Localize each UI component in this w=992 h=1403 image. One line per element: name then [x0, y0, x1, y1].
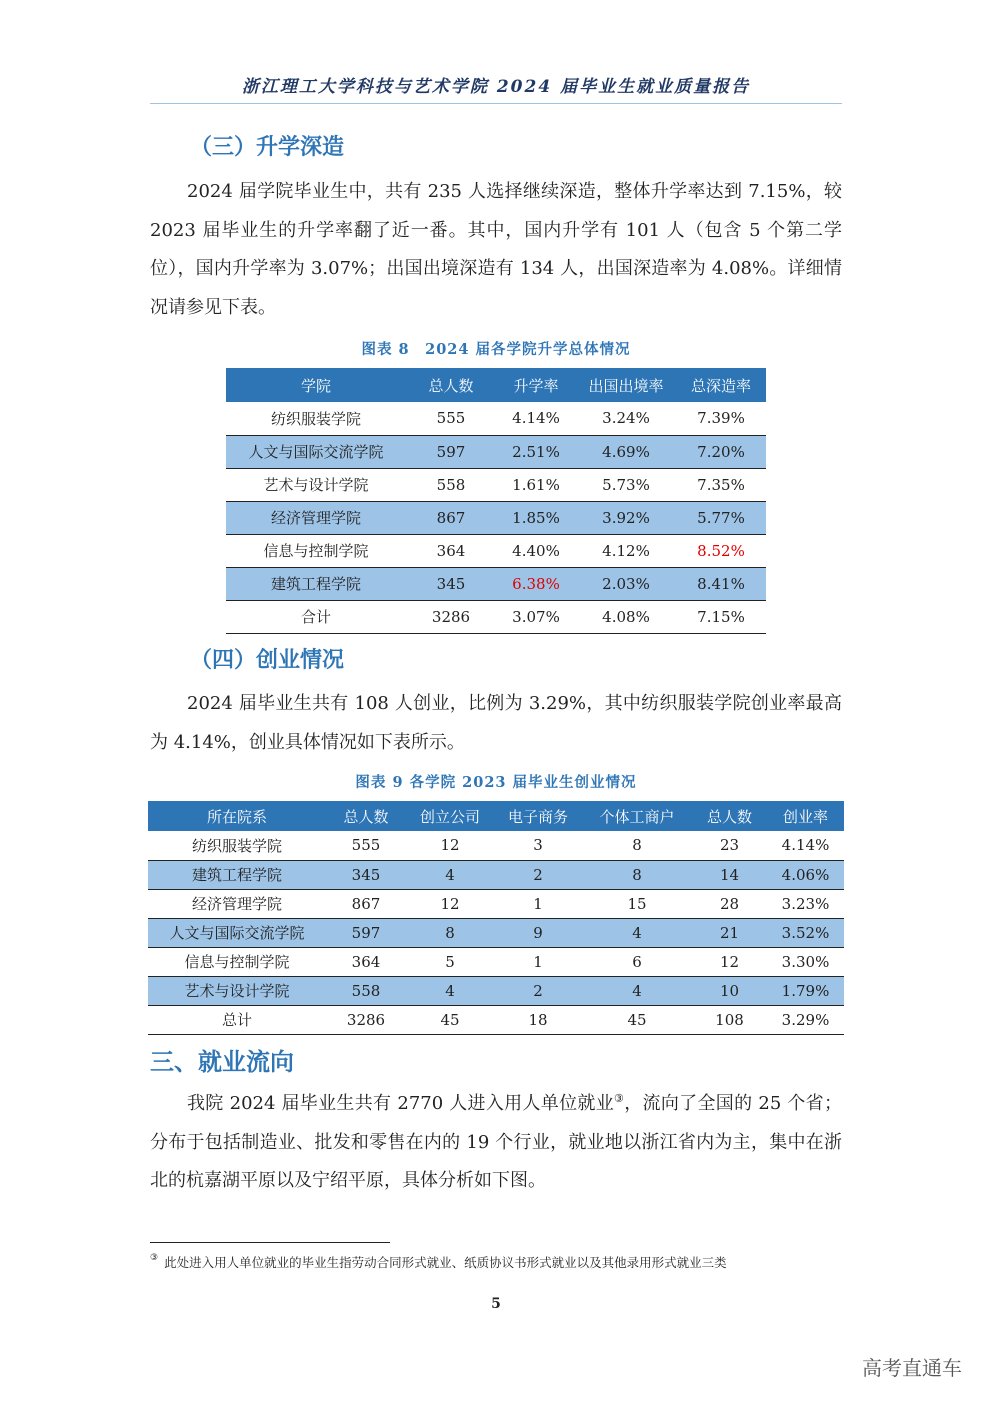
- table-cell: 1: [494, 947, 582, 976]
- table-cell: 108: [692, 1005, 767, 1034]
- footnote-mark: ③: [150, 1253, 159, 1263]
- table-cell: 15: [582, 889, 692, 918]
- table-cell: 6.38%: [496, 567, 576, 600]
- table-row: [226, 534, 766, 567]
- table-cell: 4: [406, 976, 494, 1005]
- table-total-row: [148, 1005, 844, 1034]
- table-row: [148, 889, 844, 918]
- table-cell: 1.85%: [496, 501, 576, 534]
- table-cell: 558: [406, 468, 496, 501]
- row-label-cell: 纺织服装学院: [148, 831, 326, 860]
- table-cell: 2.03%: [576, 567, 676, 600]
- table-cell: 364: [406, 534, 496, 567]
- column-header: 总人数: [692, 801, 767, 831]
- table-9-header-row: [148, 801, 844, 831]
- table-cell: 2.51%: [496, 435, 576, 468]
- table-row: [148, 947, 844, 976]
- column-header: 学院: [226, 368, 406, 402]
- row-label-cell: 艺术与设计学院: [148, 976, 326, 1005]
- table-8-header-row: [226, 368, 766, 402]
- column-header: 创立公司: [406, 801, 494, 831]
- column-header: 电子商务: [494, 801, 582, 831]
- table-cell: 5: [406, 947, 494, 976]
- footnote-divider: [150, 1242, 390, 1243]
- entrepreneurship-paragraph: 2024 届毕业生共有 108 人创业，比例为 3.29%，其中纺织服装学院创业率最高为 4.14%，创业具体情况如下表所示。: [150, 693, 842, 753]
- row-label-cell: 信息与控制学院: [226, 534, 406, 567]
- column-header: 所在院系: [148, 801, 326, 831]
- table-row: [148, 918, 844, 947]
- row-label-cell: 建筑工程学院: [148, 860, 326, 889]
- table-8-caption: 图表 8 2024 届各学院升学总体情况: [361, 341, 631, 358]
- table-cell: 10: [692, 976, 767, 1005]
- table-cell: 45: [406, 1005, 494, 1034]
- table-cell: 8.52%: [676, 534, 766, 567]
- table-cell: 597: [326, 918, 406, 947]
- table-cell: 7.15%: [676, 600, 766, 633]
- table-total-row: [226, 600, 766, 633]
- table-row: [148, 831, 844, 860]
- column-header: 总人数: [406, 368, 496, 402]
- table-cell: 3.92%: [576, 501, 676, 534]
- table-cell: 364: [326, 947, 406, 976]
- table-cell: 1.79%: [767, 976, 844, 1005]
- row-label-cell: 人文与国际交流学院: [226, 435, 406, 468]
- table-cell: 558: [326, 976, 406, 1005]
- table-cell: 12: [406, 831, 494, 860]
- table-cell: 4.12%: [576, 534, 676, 567]
- table-cell: 3: [494, 831, 582, 860]
- row-label-cell: 建筑工程学院: [226, 567, 406, 600]
- table-cell: 8: [582, 831, 692, 860]
- table-cell: 8: [406, 918, 494, 947]
- table-cell: 1: [494, 889, 582, 918]
- table-row: [226, 435, 766, 468]
- table-cell: 12: [692, 947, 767, 976]
- table-cell: 3.30%: [767, 947, 844, 976]
- row-label-cell: 纺织服装学院: [226, 402, 406, 435]
- footnote: [150, 1253, 850, 1271]
- table-cell: 345: [326, 860, 406, 889]
- table-cell: 1.61%: [496, 468, 576, 501]
- employment-flow-paragraph: [150, 1085, 842, 1201]
- table-9-caption: 图表 9 各学院 2023 届毕业生创业情况: [355, 774, 637, 791]
- column-header: 出国出境率: [576, 368, 676, 402]
- table-cell: 4: [582, 918, 692, 947]
- table-cell: 23: [692, 831, 767, 860]
- table-cell: 14: [692, 860, 767, 889]
- further-study-table: [226, 368, 766, 634]
- table-cell: 4.08%: [576, 600, 676, 633]
- table-cell: 4.40%: [496, 534, 576, 567]
- table-cell: 4: [406, 860, 494, 889]
- page-header-title: 浙江理工大学科技与艺术学院 2024 届毕业生就业质量报告: [241, 77, 751, 97]
- table-cell: 12: [406, 889, 494, 918]
- footnote-reference[interactable]: ③: [614, 1092, 625, 1105]
- table-cell: 4.69%: [576, 435, 676, 468]
- table-cell: 3.07%: [496, 600, 576, 633]
- table-cell: 7.20%: [676, 435, 766, 468]
- column-header: 创业率: [767, 801, 844, 831]
- column-header: 总人数: [326, 801, 406, 831]
- table-cell: 7.35%: [676, 468, 766, 501]
- table-cell: 6: [582, 947, 692, 976]
- section-heading-employment-flow: [150, 1042, 294, 1077]
- table-cell: 867: [326, 889, 406, 918]
- row-label-cell: 信息与控制学院: [148, 947, 326, 976]
- table-cell: 4.06%: [767, 860, 844, 889]
- employment-flow-text-2: ，流向了全国的 25 个省；分布于包括制造业、批发和零售在内的 19 个行业，就业地以浙江省内为主，集中在浙北的杭嘉湖平原以及宁绍平原，具体分析如下图。: [150, 1093, 842, 1191]
- page-number: 5: [491, 1296, 501, 1312]
- column-header: 总深造率: [676, 368, 766, 402]
- section-heading-entrepreneurship: （四）创业情况: [190, 648, 345, 673]
- row-label-cell: 经济管理学院: [226, 501, 406, 534]
- table-cell: 3286: [326, 1005, 406, 1034]
- table-cell: 3.24%: [576, 402, 676, 435]
- row-label-cell: 总计: [148, 1005, 326, 1034]
- watermark-text: 高考直通车: [862, 1356, 962, 1380]
- row-label-cell: 艺术与设计学院: [226, 468, 406, 501]
- table-cell: 21: [692, 918, 767, 947]
- employment-flow-text-1: 我院 2024 届毕业生共有 2770 人进入用人单位就业: [187, 1093, 615, 1114]
- section-heading-further-study: （三）升学深造: [190, 135, 345, 160]
- row-label-cell: 合计: [226, 600, 406, 633]
- entrepreneurship-table: [148, 801, 844, 1035]
- table-cell: 2: [494, 976, 582, 1005]
- table-cell: 9: [494, 918, 582, 947]
- table-cell: 3.52%: [767, 918, 844, 947]
- table-row: [226, 468, 766, 501]
- table-cell: 7.39%: [676, 402, 766, 435]
- table-cell: 2: [494, 860, 582, 889]
- table-cell: 5.77%: [676, 501, 766, 534]
- table-cell: 8: [582, 860, 692, 889]
- table-cell: 3286: [406, 600, 496, 633]
- footnote-text: 此处进入用人单位就业的毕业生指劳动合同形式就业、纸质协议书形式就业以及其他录用形式就业三类: [164, 1255, 727, 1270]
- table-row: [226, 402, 766, 435]
- table-cell: 5.73%: [576, 468, 676, 501]
- table-cell: 4.14%: [496, 402, 576, 435]
- column-header: 个体工商户: [582, 801, 692, 831]
- table-cell: 4.14%: [767, 831, 844, 860]
- table-cell: 555: [406, 402, 496, 435]
- header-divider: [150, 103, 842, 104]
- row-label-cell: 人文与国际交流学院: [148, 918, 326, 947]
- table-row: [148, 976, 844, 1005]
- table-row: [226, 567, 766, 600]
- table-cell: 45: [582, 1005, 692, 1034]
- further-study-paragraph: 2024 届学院毕业生中，共有 235 人选择继续深造，整体升学率达到 7.15%，较 2023 届毕业生的升学率翻了近一番。其中，国内升学有 101 人（包含 5 个第二学位），国内升学率为 3.07%；出国出境深造有 134 人，出国深造率为 4.08%。详细情况请参见下表。: [150, 181, 842, 318]
- table-cell: 867: [406, 501, 496, 534]
- table-row: [148, 860, 844, 889]
- table-cell: 28: [692, 889, 767, 918]
- table-row: [226, 501, 766, 534]
- employment-flow-heading-text: 三、就业流向: [150, 1048, 294, 1076]
- column-header: 升学率: [496, 368, 576, 402]
- table-cell: 4: [582, 976, 692, 1005]
- row-label-cell: 经济管理学院: [148, 889, 326, 918]
- table-cell: 555: [326, 831, 406, 860]
- table-cell: 345: [406, 567, 496, 600]
- table-cell: 597: [406, 435, 496, 468]
- table-cell: 3.23%: [767, 889, 844, 918]
- table-cell: 8.41%: [676, 567, 766, 600]
- table-cell: 3.29%: [767, 1005, 844, 1034]
- table-cell: 18: [494, 1005, 582, 1034]
